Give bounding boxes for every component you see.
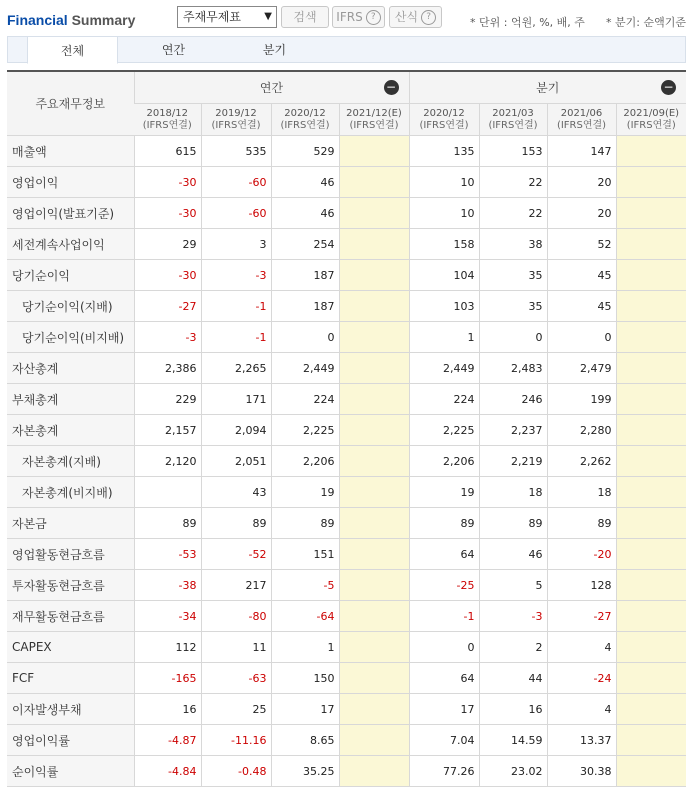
value-cell: 13.37 xyxy=(547,725,616,756)
value-cell: -52 xyxy=(201,539,271,570)
value-cell xyxy=(616,353,686,384)
value-cell: 2,225 xyxy=(271,415,339,446)
value-cell: 17 xyxy=(271,694,339,725)
row-label[interactable]: 매출액 xyxy=(7,136,134,167)
value-cell: -4.87 xyxy=(134,725,201,756)
value-cell: 89 xyxy=(271,508,339,539)
value-cell: -1 xyxy=(201,322,271,353)
row-label[interactable]: FCF xyxy=(7,663,134,694)
value-cell: 35.25 xyxy=(271,756,339,787)
value-cell: 2,449 xyxy=(409,353,479,384)
column-date: 2021/12(E) xyxy=(346,107,402,119)
column-basis: (IFRS연결) xyxy=(142,119,192,131)
table-row xyxy=(7,322,686,353)
value-cell: -38 xyxy=(134,570,201,601)
value-cell: 45 xyxy=(547,260,616,291)
value-cell: -0.48 xyxy=(201,756,271,787)
table-row xyxy=(7,694,686,725)
value-cell: -20 xyxy=(547,539,616,570)
value-cell: 158 xyxy=(409,229,479,260)
value-cell: -63 xyxy=(201,663,271,694)
question-icon: ? xyxy=(366,10,381,25)
table-row xyxy=(7,632,686,663)
table-row xyxy=(7,229,686,260)
column-basis: (IFRS연결) xyxy=(488,119,538,131)
value-cell: -30 xyxy=(134,260,201,291)
value-cell: 2,386 xyxy=(134,353,201,384)
value-cell: -27 xyxy=(134,291,201,322)
value-cell xyxy=(616,725,686,756)
value-cell: 52 xyxy=(547,229,616,260)
column-date: 2020/12 xyxy=(284,107,326,119)
value-cell: 89 xyxy=(409,508,479,539)
value-cell: 2,483 xyxy=(479,353,547,384)
value-cell xyxy=(339,136,409,167)
value-cell: 0 xyxy=(409,632,479,663)
value-cell: 2,094 xyxy=(201,415,271,446)
value-cell: 18 xyxy=(479,477,547,508)
value-cell: 153 xyxy=(479,136,547,167)
value-cell: 1 xyxy=(409,322,479,353)
value-cell: 22 xyxy=(479,167,547,198)
value-cell: 2,051 xyxy=(201,446,271,477)
ifrs-help-button[interactable]: IFRS ? xyxy=(332,6,385,28)
value-cell: 112 xyxy=(134,632,201,663)
table-row xyxy=(7,570,686,601)
period-tabs xyxy=(7,36,686,63)
value-cell xyxy=(616,198,686,229)
table-row xyxy=(7,725,686,756)
value-cell xyxy=(339,167,409,198)
table-row xyxy=(7,415,686,446)
value-cell: -165 xyxy=(134,663,201,694)
column-header xyxy=(479,104,547,136)
value-cell: 7.04 xyxy=(409,725,479,756)
value-cell: 187 xyxy=(271,291,339,322)
tab-annual[interactable]: 연간 xyxy=(161,43,186,57)
value-cell xyxy=(339,229,409,260)
tab-quarter[interactable]: 분기 xyxy=(262,43,287,57)
row-label[interactable]: 당기순이익 xyxy=(7,260,134,291)
value-cell: 10 xyxy=(409,198,479,229)
value-cell: 11 xyxy=(201,632,271,663)
value-cell: 89 xyxy=(134,508,201,539)
value-cell: 46 xyxy=(271,167,339,198)
value-cell: -1 xyxy=(201,291,271,322)
table-row xyxy=(7,136,686,167)
value-cell: 89 xyxy=(479,508,547,539)
value-cell: 16 xyxy=(479,694,547,725)
table-row xyxy=(7,291,686,322)
value-cell: -64 xyxy=(271,601,339,632)
table-row xyxy=(7,446,686,477)
value-cell: 187 xyxy=(271,260,339,291)
value-cell: -25 xyxy=(409,570,479,601)
question-icon: ? xyxy=(421,10,436,25)
table-row xyxy=(7,384,686,415)
value-cell xyxy=(339,198,409,229)
value-cell: 89 xyxy=(547,508,616,539)
value-cell: 0 xyxy=(547,322,616,353)
top-bar xyxy=(0,0,697,36)
value-cell: 224 xyxy=(409,384,479,415)
row-label[interactable]: 재무활동현금흐름 xyxy=(7,601,134,632)
value-cell: 1 xyxy=(271,632,339,663)
table-row xyxy=(7,198,686,229)
table-row xyxy=(7,477,686,508)
unit-note: * 단위 : 억원, %, 배, 주 xyxy=(470,16,585,29)
value-cell xyxy=(616,384,686,415)
row-label[interactable]: 자본총계(비지배) xyxy=(7,477,134,508)
value-cell: 615 xyxy=(134,136,201,167)
row-label[interactable]: 이자발생부채 xyxy=(7,694,134,725)
value-cell: -60 xyxy=(201,167,271,198)
column-date: 2018/12 xyxy=(146,107,189,119)
value-cell: 3 xyxy=(201,229,271,260)
column-basis: (IFRS연결) xyxy=(626,119,676,131)
value-cell: -3 xyxy=(479,601,547,632)
value-cell: 2 xyxy=(479,632,547,663)
value-cell: 254 xyxy=(271,229,339,260)
value-cell xyxy=(616,446,686,477)
value-cell: 2,157 xyxy=(134,415,201,446)
value-cell: -34 xyxy=(134,601,201,632)
value-cell: -27 xyxy=(547,601,616,632)
value-cell: -3 xyxy=(134,322,201,353)
row-label[interactable]: 순이익률 xyxy=(7,756,134,787)
value-cell: 229 xyxy=(134,384,201,415)
value-cell xyxy=(616,477,686,508)
value-cell: 128 xyxy=(547,570,616,601)
value-cell xyxy=(339,663,409,694)
value-cell: 20 xyxy=(547,198,616,229)
value-cell: -30 xyxy=(134,198,201,229)
value-cell xyxy=(339,539,409,570)
value-cell: 147 xyxy=(547,136,616,167)
value-cell xyxy=(616,415,686,446)
value-cell: 20 xyxy=(547,167,616,198)
column-basis: (IFRS연결) xyxy=(211,119,261,131)
value-cell: 171 xyxy=(201,384,271,415)
value-cell: 2,206 xyxy=(409,446,479,477)
value-cell xyxy=(339,477,409,508)
value-cell: 2,120 xyxy=(134,446,201,477)
value-cell xyxy=(616,756,686,787)
value-cell: 2,479 xyxy=(547,353,616,384)
row-label[interactable]: CAPEX xyxy=(7,632,134,663)
value-cell: 19 xyxy=(409,477,479,508)
quarter-group-header: 분기 − xyxy=(409,71,686,104)
value-cell: 0 xyxy=(479,322,547,353)
row-label[interactable]: 영업이익(발표기준) xyxy=(7,198,134,229)
value-cell: 135 xyxy=(409,136,479,167)
row-label[interactable]: 영업이익률 xyxy=(7,725,134,756)
value-cell: 2,280 xyxy=(547,415,616,446)
value-cell: 2,237 xyxy=(479,415,547,446)
row-label[interactable]: 투자활동현금흐름 xyxy=(7,570,134,601)
quarter-note: * 분기: 순액기준 xyxy=(606,16,686,29)
row-label[interactable]: 세전계속사업이익 xyxy=(7,229,134,260)
value-cell xyxy=(616,322,686,353)
value-cell: 46 xyxy=(271,198,339,229)
value-cell xyxy=(339,291,409,322)
column-header xyxy=(616,104,686,136)
value-cell: 529 xyxy=(271,136,339,167)
value-cell: 10 xyxy=(409,167,479,198)
value-cell xyxy=(339,260,409,291)
value-cell: 19 xyxy=(271,477,339,508)
table-row xyxy=(7,756,686,787)
value-cell: 103 xyxy=(409,291,479,322)
value-cell: 77.26 xyxy=(409,756,479,787)
column-date: 2021/03 xyxy=(492,107,534,119)
value-cell: -4.84 xyxy=(134,756,201,787)
value-cell: 2,265 xyxy=(201,353,271,384)
value-cell xyxy=(339,353,409,384)
chevron-down-icon: ▼ xyxy=(264,11,272,22)
row-label[interactable]: 영업활동현금흐름 xyxy=(7,539,134,570)
value-cell: 29 xyxy=(134,229,201,260)
table-row xyxy=(7,539,686,570)
value-cell xyxy=(616,539,686,570)
value-cell: 18 xyxy=(547,477,616,508)
column-date: 2021/06 xyxy=(560,107,603,119)
row-label[interactable]: 영업이익 xyxy=(7,167,134,198)
column-header xyxy=(134,104,201,136)
column-basis: (IFRS연결) xyxy=(419,119,469,131)
value-cell: 14.59 xyxy=(479,725,547,756)
table-row xyxy=(7,353,686,384)
value-cell: -5 xyxy=(271,570,339,601)
value-cell: -24 xyxy=(547,663,616,694)
value-cell xyxy=(339,725,409,756)
value-cell: 35 xyxy=(479,260,547,291)
value-cell: 2,449 xyxy=(271,353,339,384)
value-cell xyxy=(616,136,686,167)
table-row xyxy=(7,601,686,632)
annual-group-header: 연간 − xyxy=(134,71,409,104)
value-cell: 535 xyxy=(201,136,271,167)
value-cell: 64 xyxy=(409,539,479,570)
row-label[interactable]: 자본총계(지배) xyxy=(7,446,134,477)
table-row xyxy=(7,167,686,198)
value-cell xyxy=(134,477,201,508)
row-label[interactable]: 당기순이익(지배) xyxy=(7,291,134,322)
value-cell: 0 xyxy=(271,322,339,353)
value-cell: -3 xyxy=(201,260,271,291)
value-cell xyxy=(339,756,409,787)
column-header xyxy=(409,104,479,136)
value-cell: 35 xyxy=(479,291,547,322)
table-corner-header: 주요재무정보 xyxy=(7,71,134,136)
value-cell xyxy=(616,508,686,539)
value-cell xyxy=(616,601,686,632)
value-cell xyxy=(339,508,409,539)
column-header xyxy=(339,104,409,136)
column-date: 2019/12 xyxy=(215,107,257,119)
value-cell: -30 xyxy=(134,167,201,198)
collapse-toggle-icon[interactable]: − xyxy=(661,80,676,95)
column-basis: (IFRS연결) xyxy=(280,119,330,131)
value-cell: 150 xyxy=(271,663,339,694)
value-cell: -53 xyxy=(134,539,201,570)
column-header xyxy=(271,104,339,136)
value-cell: 2,206 xyxy=(271,446,339,477)
search-button[interactable]: 검색 xyxy=(281,6,329,28)
column-basis: (IFRS연결) xyxy=(556,119,607,131)
value-cell: 4 xyxy=(547,632,616,663)
value-cell xyxy=(616,694,686,725)
value-cell: 104 xyxy=(409,260,479,291)
value-cell xyxy=(616,167,686,198)
value-cell: 224 xyxy=(271,384,339,415)
value-cell: 2,225 xyxy=(409,415,479,446)
value-cell: 44 xyxy=(479,663,547,694)
value-cell: 151 xyxy=(271,539,339,570)
value-cell xyxy=(339,322,409,353)
value-cell xyxy=(616,291,686,322)
table-row xyxy=(7,260,686,291)
formula-help-button[interactable]: 산식 ? xyxy=(389,6,442,28)
value-cell: 22 xyxy=(479,198,547,229)
value-cell: -80 xyxy=(201,601,271,632)
value-cell: 64 xyxy=(409,663,479,694)
value-cell xyxy=(616,632,686,663)
value-cell: 23.02 xyxy=(479,756,547,787)
value-cell: -11.16 xyxy=(201,725,271,756)
column-date: 2020/12 xyxy=(423,107,465,119)
value-cell xyxy=(616,570,686,601)
table-row xyxy=(7,663,686,694)
value-cell: 199 xyxy=(547,384,616,415)
row-label[interactable]: 자본금 xyxy=(7,508,134,539)
value-cell: 17 xyxy=(409,694,479,725)
value-cell: 2,219 xyxy=(479,446,547,477)
row-label[interactable]: 당기순이익(비지배) xyxy=(7,322,134,353)
column-header xyxy=(201,104,271,136)
value-cell xyxy=(616,663,686,694)
value-cell xyxy=(339,601,409,632)
value-cell xyxy=(339,446,409,477)
value-cell: 246 xyxy=(479,384,547,415)
value-cell: 45 xyxy=(547,291,616,322)
section-title: Financial Summary xyxy=(7,12,136,28)
value-cell: 89 xyxy=(201,508,271,539)
value-cell xyxy=(339,632,409,663)
value-cell: 5 xyxy=(479,570,547,601)
value-cell xyxy=(339,415,409,446)
value-cell xyxy=(339,384,409,415)
row-label[interactable]: 부채총계 xyxy=(7,384,134,415)
value-cell: 4 xyxy=(547,694,616,725)
value-cell: 217 xyxy=(201,570,271,601)
value-cell: -1 xyxy=(409,601,479,632)
value-cell xyxy=(339,694,409,725)
tab-all[interactable]: 전체 xyxy=(27,36,118,64)
column-basis: (IFRS연결) xyxy=(349,119,399,131)
value-cell: 8.65 xyxy=(271,725,339,756)
column-header xyxy=(547,104,616,136)
row-label[interactable]: 자본총계 xyxy=(7,415,134,446)
value-cell: 30.38 xyxy=(547,756,616,787)
column-date: 2021/09(E) xyxy=(623,107,680,119)
statement-type-select[interactable]: 주재무제표 ▼ xyxy=(177,6,277,28)
row-label[interactable]: 자산총계 xyxy=(7,353,134,384)
value-cell xyxy=(339,570,409,601)
value-cell: -60 xyxy=(201,198,271,229)
value-cell: 43 xyxy=(201,477,271,508)
value-cell: 25 xyxy=(201,694,271,725)
value-cell: 46 xyxy=(479,539,547,570)
collapse-toggle-icon[interactable]: − xyxy=(384,80,399,95)
value-cell: 2,262 xyxy=(547,446,616,477)
financial-summary-table xyxy=(7,70,686,787)
value-cell xyxy=(616,229,686,260)
value-cell: 38 xyxy=(479,229,547,260)
table-row xyxy=(7,508,686,539)
value-cell: 16 xyxy=(134,694,201,725)
value-cell xyxy=(616,260,686,291)
